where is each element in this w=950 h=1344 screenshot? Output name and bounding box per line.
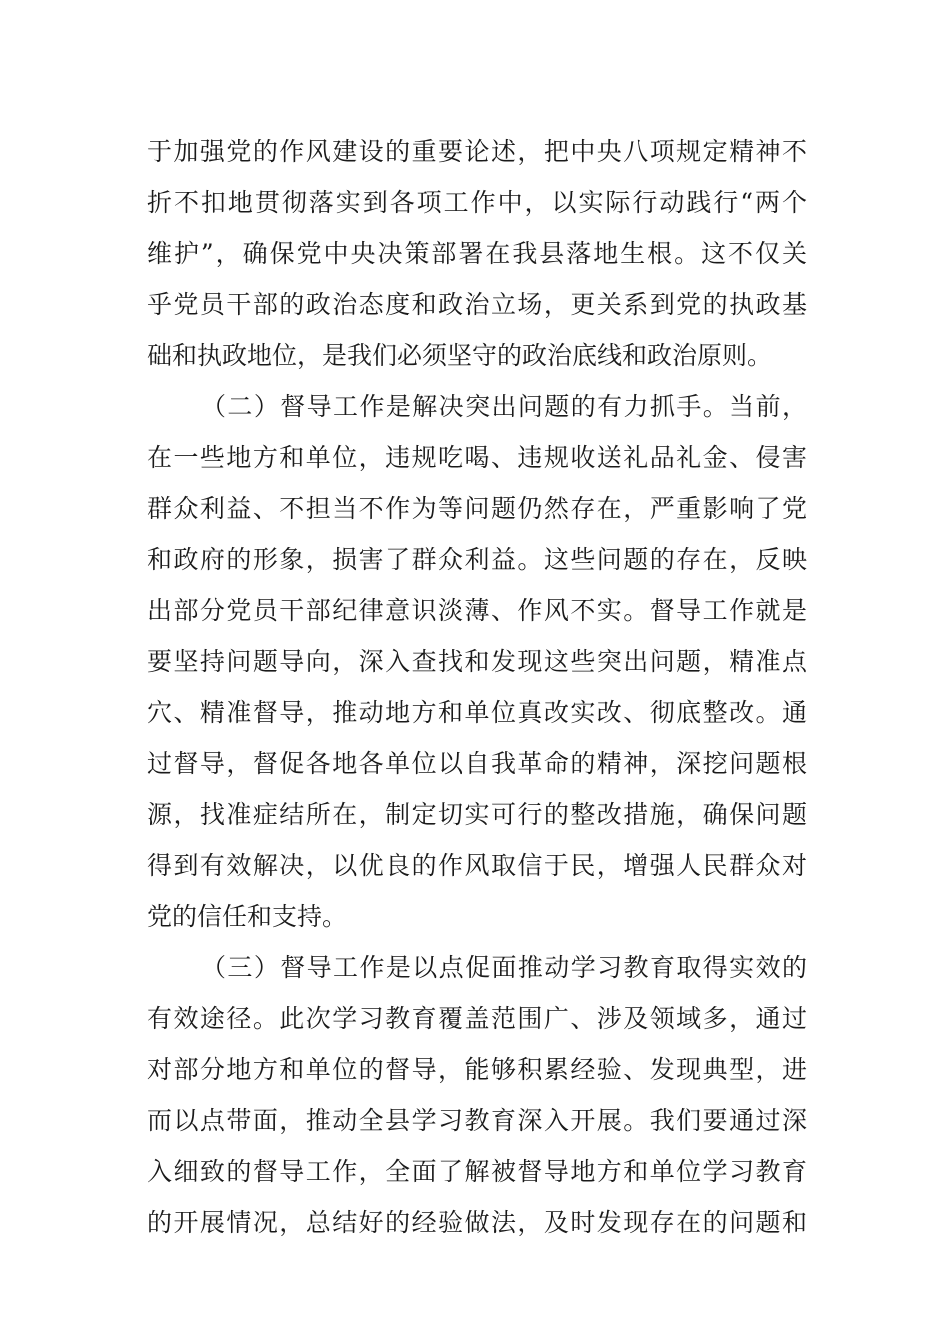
text-line: 要坚持问题导向，深入查找和发现这些突出问题，精准点: [147, 647, 807, 676]
text-line: 维护”，确保党中央决策部署在我县落地生根。这不仅关: [147, 239, 807, 268]
text-line: 乎党员干部的政治态度和政治立场，更关系到党的执政基: [147, 290, 807, 319]
text-line: 而以点带面，推动全县学习教育深入开展。我们要通过深: [147, 1106, 807, 1135]
text-line: 出部分党员干部纪律意识淡薄、作风不实。督导工作就是: [147, 596, 807, 625]
text-line: 在一些地方和单位，违规吃喝、违规收送礼品礼金、侵害: [147, 443, 807, 472]
text-line: 穴、精准督导，推动地方和单位真改实改、彻底整改。通: [147, 698, 807, 727]
text-line: 入细致的督导工作，全面了解被督导地方和单位学习教育: [147, 1157, 807, 1186]
text-line: 群众利益、不担当不作为等问题仍然存在，严重影响了党: [147, 494, 807, 523]
text-line: 有效途径。此次学习教育覆盖范围广、涉及领域多，通过: [147, 1004, 807, 1033]
text-line: 党的信任和支持。: [147, 902, 348, 931]
section-heading-line: （三）督导工作是以点促面推动学习教育取得实效的: [201, 953, 807, 982]
text-line: 的开展情况，总结好的经验做法，及时发现存在的问题和: [147, 1208, 807, 1237]
text-line: 于加强党的作风建设的重要论述，把中央八项规定精神不: [147, 137, 807, 166]
text-line: 和政府的形象，损害了群众利益。这些问题的存在，反映: [147, 545, 807, 574]
text-line: 过督导，督促各地各单位以自我革命的精神，深挖问题根: [147, 749, 807, 778]
section-heading-line: （二）督导工作是解决突出问题的有力抓手。当前，: [201, 392, 807, 421]
text-line: 对部分地方和单位的督导，能够积累经验、发现典型，进: [147, 1055, 807, 1084]
document-body: [147, 126, 807, 1248]
text-line: 得到有效解决，以优良的作风取信于民，增强人民群众对: [147, 851, 807, 880]
text-line: 折不扣地贯彻落实到各项工作中，以实际行动践行“两个: [147, 188, 807, 217]
text-line: 源，找准症结所在，制定切实可行的整改措施，确保问题: [147, 800, 807, 829]
text-line: 础和执政地位，是我们必须坚守的政治底线和政治原则。: [147, 341, 773, 370]
